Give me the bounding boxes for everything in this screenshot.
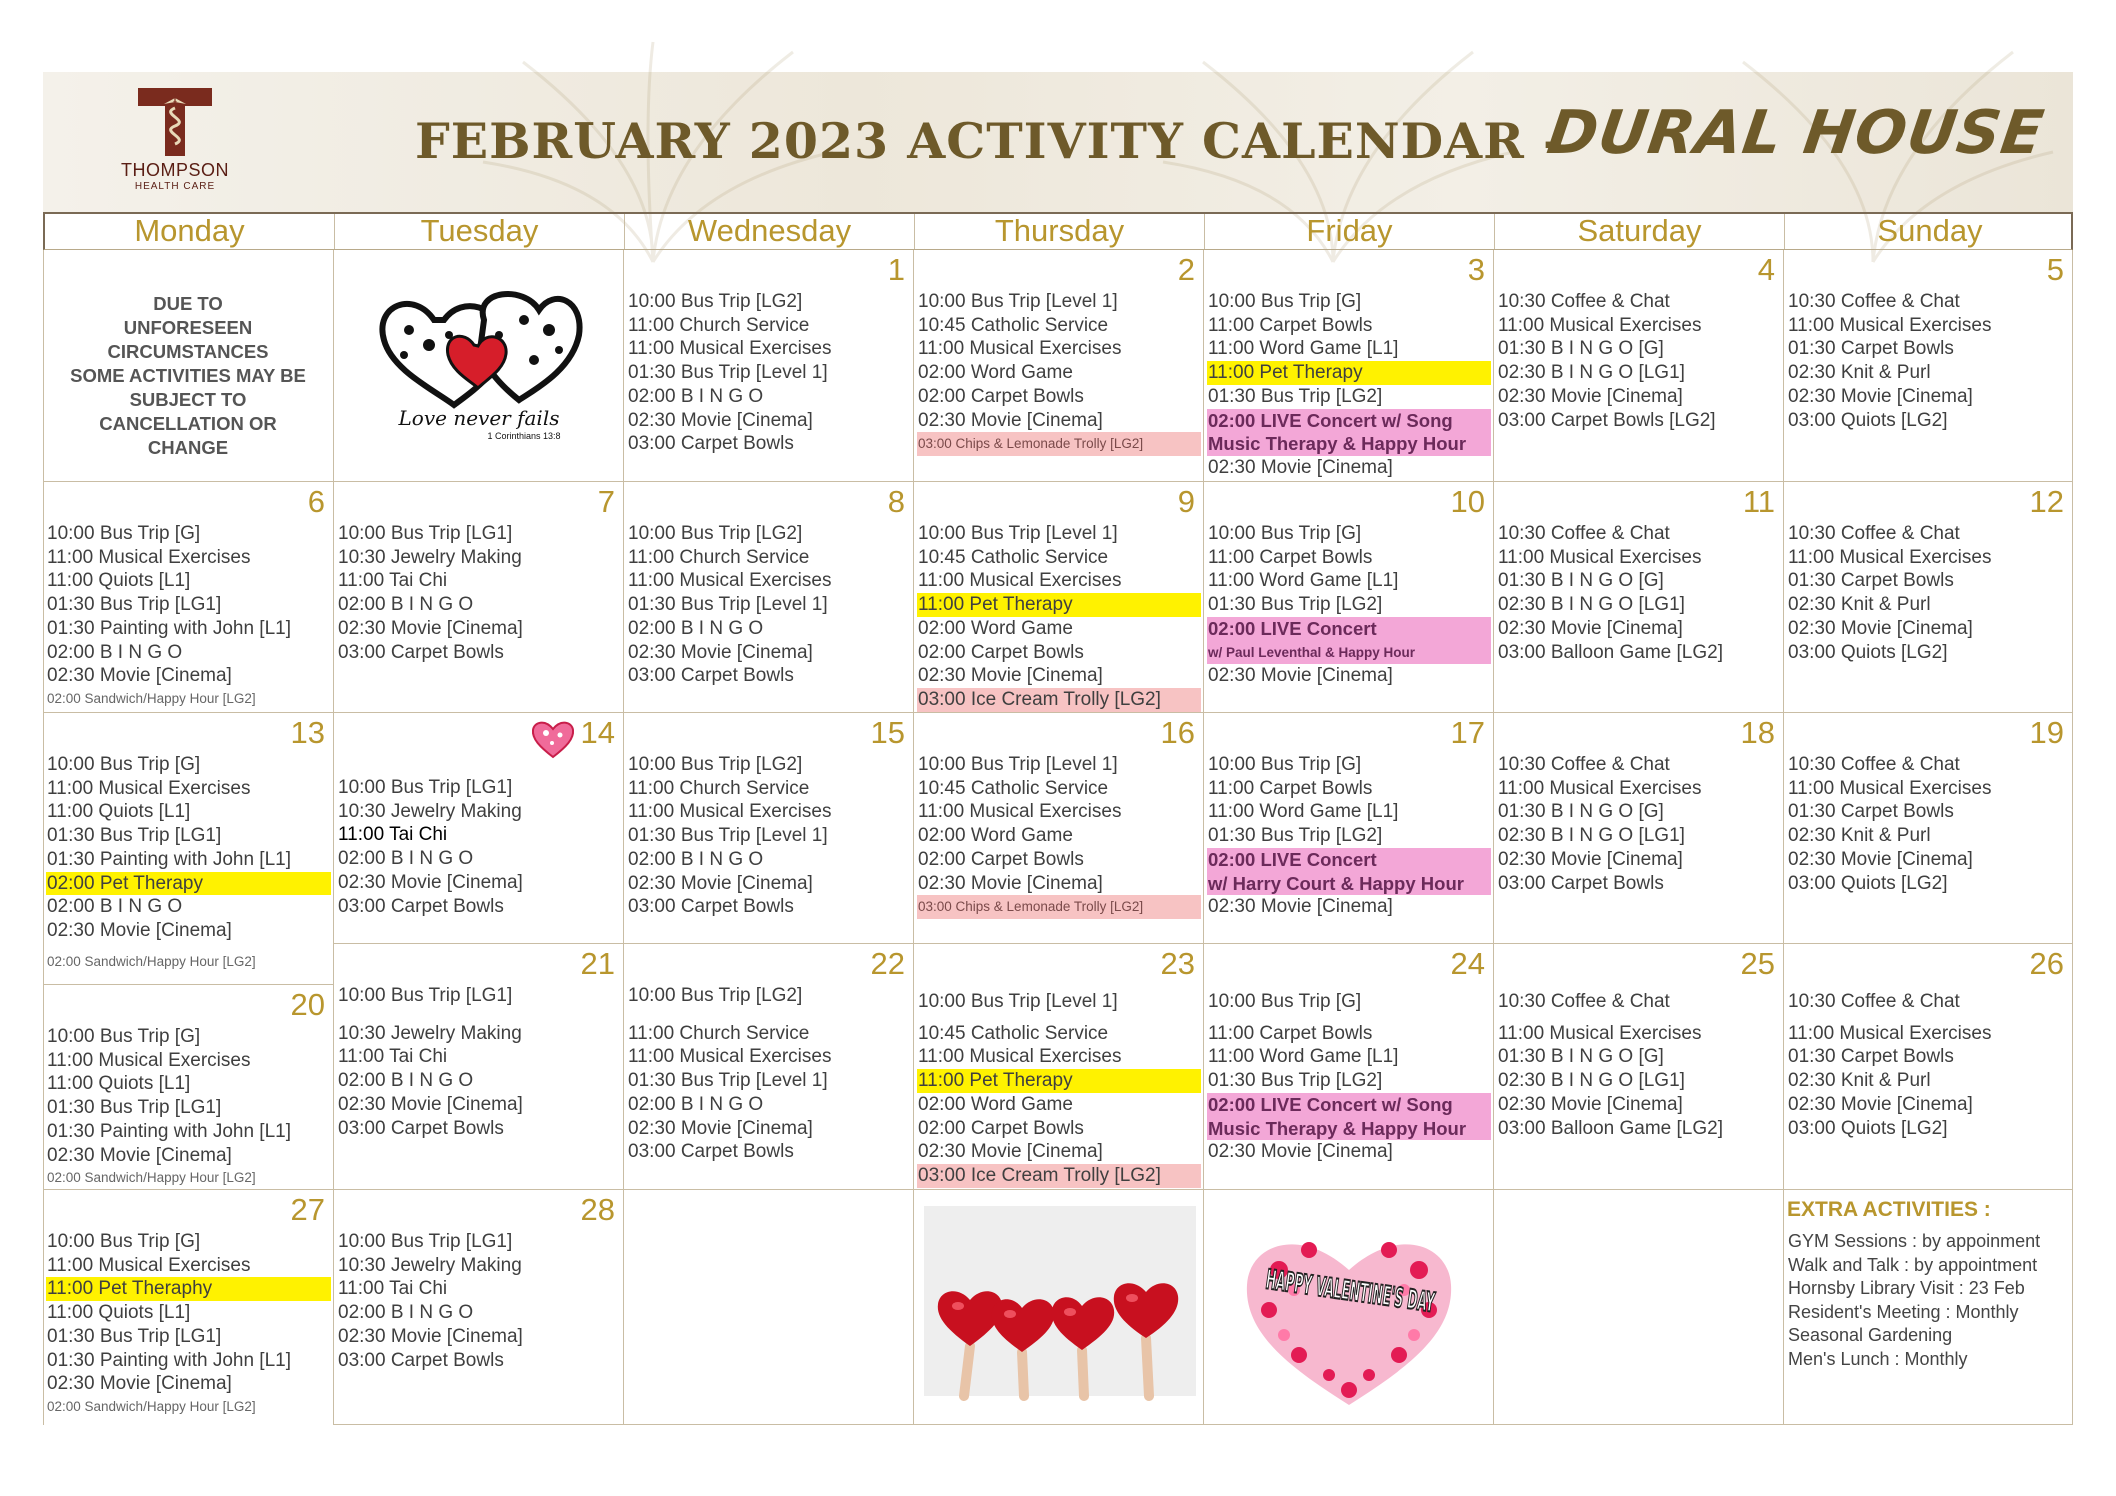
extra-activity-item: Seasonal Gardening [1788, 1325, 1953, 1345]
activity-item: 02:30 Movie [Cinema] [1788, 1093, 1973, 1115]
extra-activity-item: Hornsby Library Visit : 23 Feb [1788, 1278, 2025, 1298]
activity-item: 10:00 Bus Trip [G] [1208, 754, 1362, 775]
activity-item: 11:00 Musical Exercises [628, 801, 832, 823]
activity-item: 02:00 Sandwich/Happy Hour [LG2] [47, 953, 256, 969]
activity-item: 02:30 Movie [Cinema] [1788, 848, 1973, 870]
activity-item: 02:00 Sandwich/Happy Hour [LG2] [47, 690, 256, 706]
activity-item: 02:00 Word Game [918, 617, 1073, 639]
activity-item: 03:00 Carpet Bowls [628, 1141, 794, 1163]
page-title: FEBRUARY 2023 ACTIVITY CALENDAR - [415, 112, 1565, 170]
day-cell-17 [1204, 713, 1494, 944]
day-cell-16 [914, 713, 1204, 944]
valentines-cell [1204, 1190, 1642, 1425]
activity-item: 03:00 Carpet Bowls [1498, 872, 1664, 894]
date-number: 26 [2029, 946, 2064, 981]
activity-item: 11:00 Tai Chi [338, 1278, 448, 1300]
activity-item: 03:00 Balloon Game [LG2] [1498, 641, 1723, 663]
activity-item: 02:00 B I N G O [338, 848, 474, 870]
caduceus-logo-icon [136, 86, 214, 158]
activity-item: 02:30 Movie [Cinema] [918, 409, 1103, 431]
activity-item: 01:30 Bus Trip [LG2] [1208, 825, 1383, 847]
activity-item: 11:00 Musical Exercises [918, 1046, 1122, 1068]
activity-item: 02:30 Movie [Cinema] [338, 1325, 523, 1347]
activity-item: 01:30 B I N G O [G] [1498, 338, 1664, 360]
activity-item: 10:30 Jewelry Making [338, 546, 522, 568]
activity-item: 11:00 Musical Exercises [1788, 1022, 1992, 1044]
calendar-grid [43, 250, 2073, 1425]
activity-item: 10:30 Jewelry Making [338, 800, 522, 822]
activity-item: 11:00 Musical Exercises [628, 1046, 832, 1068]
activity-item: 10:00 Bus Trip [LG2] [628, 985, 803, 1006]
notice-cell [43, 250, 334, 482]
activity-item: 10:30 Coffee & Chat [1788, 754, 1960, 775]
activity-item: 10:30 Jewelry Making [338, 1254, 522, 1276]
day-cell-19 [1784, 713, 2073, 944]
activity-item: 02:30 Movie [Cinema] [1788, 385, 1973, 407]
valentine-heart-icon [530, 719, 576, 759]
activity-item: 03:00 Carpet Bowls [338, 1117, 504, 1139]
activity-item: 02:30 Movie [Cinema] [338, 1093, 523, 1115]
activity-item-highlighted: 03:00 Chips & Lemonade Trolly [LG2] [917, 895, 1201, 919]
activity-item: 01:30 Bus Trip [LG2] [1208, 594, 1383, 616]
activity-item: 02:00 Sandwich/Happy Hour [LG2] [47, 1398, 256, 1414]
day-cell-21 [334, 944, 624, 1190]
date-number: 18 [1740, 715, 1775, 750]
activity-item: 02:30 Movie [Cinema] [918, 872, 1103, 894]
activity-item-highlighted: 03:00 Ice Cream Trolly [LG2] [917, 688, 1201, 712]
activity-item: 11:00 Musical Exercises [628, 338, 832, 360]
activity-item: 02:30 Knit & Purl [1788, 362, 1931, 384]
activity-item: 10:00 Bus Trip [Level 1] [918, 991, 1118, 1012]
activity-item: 02:30 Movie [Cinema] [1498, 1093, 1683, 1115]
date-number: 19 [2029, 715, 2064, 750]
date-number: 7 [597, 484, 615, 519]
activity-item: 01:30 Painting with John [L1] [47, 848, 292, 870]
activity-item-highlighted: 02:00 LIVE Concert w/ Song [1207, 409, 1491, 433]
day-cell-6 [43, 482, 334, 713]
activity-item: 11:00 Musical Exercises [1788, 777, 1992, 799]
activity-item: 02:00 Word Game [918, 825, 1073, 847]
date-number: 1 [887, 252, 905, 287]
activity-item: 02:30 Movie [Cinema] [628, 641, 813, 663]
activity-item: 10:00 Bus Trip [G] [1208, 291, 1362, 312]
activity-item: 03:00 Quiots [LG2] [1788, 1117, 1948, 1139]
activity-item: 02:00 Word Game [918, 1093, 1073, 1115]
date-number: 13 [290, 715, 325, 750]
date-number: 11 [1742, 484, 1775, 519]
activity-item: 02:30 Movie [Cinema] [918, 1141, 1103, 1163]
activity-item: 02:00 Carpet Bowls [918, 385, 1084, 407]
activity-item: 10:00 Bus Trip [LG2] [628, 523, 803, 544]
activity-item: 02:00 B I N G O [338, 594, 474, 616]
activity-item: 10:00 Bus Trip [G] [47, 1231, 201, 1252]
activity-item: 02:00 B I N G O [338, 1070, 474, 1092]
weekday-tuesday: Tuesday [335, 214, 625, 249]
activity-item: 11:00 Word Game [L1] [1208, 570, 1399, 592]
activity-item: 02:00 B I N G O [47, 641, 183, 663]
bible-verse-text: 1 Corinthians 13:8 [487, 431, 561, 441]
svg-text:T: T [170, 91, 180, 105]
activity-item: 10:45 Catholic Service [918, 777, 1109, 799]
day-cell-22 [624, 944, 914, 1190]
activity-item: 11:00 Musical Exercises [918, 570, 1122, 592]
activity-item: 03:00 Carpet Bowls [338, 641, 504, 663]
activity-item: 01:30 Bus Trip [LG1] [47, 594, 222, 616]
activity-item: 02:30 Movie [Cinema] [47, 1144, 232, 1166]
date-number: 9 [1177, 484, 1195, 519]
weekday-saturday: Saturday [1495, 214, 1785, 249]
weekday-wednesday: Wednesday [625, 214, 915, 249]
activity-item: 03:00 Carpet Bowls [628, 665, 794, 687]
activity-item: 10:00 Bus Trip [LG2] [628, 291, 803, 312]
activity-item: 01:30 Bus Trip [LG2] [1208, 385, 1383, 407]
date-number: 16 [1160, 715, 1195, 750]
activity-item: 03:00 Carpet Bowls [338, 1349, 504, 1371]
day-cell-14 [334, 713, 624, 944]
date-number: 25 [1740, 946, 1775, 981]
activity-item: 03:00 Carpet Bowls [LG2] [1498, 409, 1716, 431]
activity-item: 11:00 Carpet Bowls [1208, 314, 1373, 336]
date-number: 28 [580, 1192, 615, 1227]
activity-item: 01:30 Painting with John [L1] [47, 617, 292, 639]
activity-item: 02:30 Movie [Cinema] [1498, 385, 1683, 407]
activity-item: 10:00 Bus Trip [G] [1208, 523, 1362, 544]
extra-activity-item: Men's Lunch : Monthly [1788, 1348, 1968, 1369]
activity-item: 11:00 Musical Exercises [47, 777, 251, 799]
love-never-fails-text: Love never fails [398, 406, 560, 430]
day-cell-18 [1494, 713, 1784, 944]
activity-item: 02:30 Knit & Purl [1788, 1070, 1931, 1092]
activity-item: 01:30 Painting with John [L1] [47, 1120, 292, 1142]
activity-item: 02:00 B I N G O [628, 617, 764, 639]
activity-item: 01:30 Bus Trip [Level 1] [628, 594, 828, 616]
activity-item: 03:00 Balloon Game [LG2] [1498, 1117, 1723, 1139]
activity-item: 10:00 Bus Trip [G] [47, 1026, 201, 1047]
date-number: 12 [2029, 484, 2064, 519]
day-cell-28 [334, 1190, 624, 1425]
activity-item: 02:30 B I N G O [LG1] [1498, 825, 1685, 847]
day-cell-7 [334, 482, 624, 713]
day-cell-25 [1494, 944, 1784, 1190]
activity-item: 01:30 Carpet Bowls [1788, 570, 1954, 592]
activity-item: 11:00 Word Game [L1] [1208, 1046, 1399, 1068]
activity-item: 03:00 Carpet Bowls [628, 433, 794, 455]
activity-item-highlighted: Music Therapy & Happy Hour [1207, 432, 1491, 456]
activity-item: 01:30 Bus Trip [Level 1] [628, 825, 828, 847]
calendar-sheet [43, 72, 2073, 1425]
activity-item: 11:00 Carpet Bowls [1208, 546, 1373, 568]
activity-item: 02:30 Knit & Purl [1788, 594, 1931, 616]
activity-item: 11:00 Church Service [628, 546, 810, 568]
activity-item: 01:30 Bus Trip [LG2] [1208, 1070, 1383, 1092]
activity-item: 10:00 Bus Trip [Level 1] [918, 754, 1118, 775]
activity-item-highlighted: Music Therapy & Happy Hour [1207, 1117, 1491, 1141]
activity-item: 03:00 Carpet Bowls [628, 896, 794, 918]
logo-brand-subtitle: HEALTH CARE [134, 181, 216, 192]
activity-item: 01:30 Bus Trip [LG1] [47, 1097, 222, 1119]
activity-item: 10:30 Coffee & Chat [1498, 523, 1670, 544]
activity-item: 02:30 Movie [Cinema] [1208, 1141, 1393, 1163]
cancellation-notice: DUE TO UNFORESEEN CIRCUMSTANCES SOME ACTIVITIES MAY BE SUBJECT TO CANCELLATION OR CHANGE [70, 293, 306, 458]
activity-item: 11:00 Musical Exercises [1498, 777, 1702, 799]
activity-item: 11:00 Tai Chi [338, 1046, 448, 1068]
activity-item: 02:00 B I N G O [47, 896, 183, 918]
activity-item: 01:30 Bus Trip [LG1] [47, 825, 222, 847]
activity-item: 02:30 Movie [Cinema] [47, 919, 232, 941]
date-number: 20 [290, 987, 325, 1022]
activity-item: 01:30 Carpet Bowls [1788, 801, 1954, 823]
activity-item-highlighted: 03:00 Chips & Lemonade Trolly [LG2] [917, 432, 1201, 456]
activity-item: 11:00 Musical Exercises [628, 570, 832, 592]
activity-item: 11:00 Musical Exercises [1788, 314, 1992, 336]
weekday-sunday: Sunday [1877, 213, 1983, 248]
weekday-friday: Friday [1205, 214, 1495, 249]
activity-item: 11:00 Tai Chi [338, 570, 448, 592]
activity-item: 02:30 Movie [Cinema] [338, 617, 523, 639]
activity-item: 11:00 Musical Exercises [47, 1049, 251, 1071]
heart-balloons-photo [924, 1206, 1196, 1396]
activity-item: 11:00 Musical Exercises [1788, 546, 1992, 568]
activity-item: 10:45 Catholic Service [918, 314, 1109, 336]
activity-item: 02:30 B I N G O [LG1] [1498, 1070, 1685, 1092]
activity-item: 11:00 Church Service [628, 314, 810, 336]
activity-item: 11:00 Quiots [L1] [47, 570, 191, 592]
activity-item: 10:00 Bus Trip [G] [47, 754, 201, 775]
activity-item: 11:00 Church Service [628, 1022, 810, 1044]
activity-item: 10:30 Coffee & Chat [1498, 754, 1670, 775]
day-cell-5 [1784, 250, 2073, 482]
page-subtitle: DURAL HOUSE [1543, 98, 2049, 168]
activity-item: 02:00 B I N G O [628, 848, 764, 870]
day-cell-23 [914, 944, 1204, 1190]
weekday-monday: Monday [45, 214, 335, 249]
activity-item: 02:30 Movie [Cinema] [628, 872, 813, 894]
weekday-thursday: Thursday [915, 214, 1205, 249]
activity-item: 02:30 Movie [Cinema] [1208, 456, 1393, 478]
activity-item: 11:00 Musical Exercises [47, 546, 251, 568]
date-number: 22 [870, 946, 905, 981]
date-number: 15 [870, 715, 905, 750]
activity-item: 01:30 Bus Trip [Level 1] [628, 1070, 828, 1092]
activity-item-highlighted: 11:00 Pet Theraphy [46, 1277, 331, 1301]
activity-item: 01:30 Bus Trip [Level 1] [628, 362, 828, 384]
date-number: 23 [1160, 946, 1195, 981]
activity-item: 02:00 Carpet Bowls [918, 848, 1084, 870]
empty-cell [624, 1190, 914, 1425]
day-cell-27 [43, 1190, 334, 1425]
activity-item: 11:00 Musical Exercises [918, 801, 1122, 823]
day-cell-3 [1204, 250, 1494, 482]
activity-item: 02:30 Movie [Cinema] [628, 409, 813, 431]
empty-cell [1494, 1190, 1784, 1425]
activity-item: 03:00 Quiots [LG2] [1788, 641, 1948, 663]
date-number: 21 [580, 946, 615, 981]
activity-item: 11:00 Musical Exercises [47, 1254, 251, 1276]
activity-item: 02:30 Movie [Cinema] [628, 1117, 813, 1139]
activity-item: 11:00 Musical Exercises [1498, 546, 1702, 568]
activity-item: 11:00 Quiots [L1] [47, 801, 191, 823]
love-hearts-illustration [374, 290, 584, 440]
activity-item: 02:30 B I N G O [LG1] [1498, 362, 1685, 384]
activity-item: 10:30 Coffee & Chat [1498, 291, 1670, 312]
activity-item: 11:00 Musical Exercises [1498, 1022, 1702, 1044]
activity-item: 02:00 B I N G O [338, 1302, 474, 1324]
activity-item: 02:30 Movie [Cinema] [47, 665, 232, 687]
activity-item: 10:00 Bus Trip [Level 1] [918, 523, 1118, 544]
day-cell-10 [1204, 482, 1494, 713]
activity-item: 02:30 Movie [Cinema] [338, 871, 523, 893]
happy-valentines-day-illustration [1239, 1220, 1642, 1410]
activity-item: 02:00 Carpet Bowls [918, 641, 1084, 663]
thompson-logo [105, 86, 245, 204]
weekday-header-row [43, 212, 2073, 250]
activity-item: 10:45 Catholic Service [918, 1022, 1109, 1044]
activity-item: 01:30 Bus Trip [LG1] [47, 1325, 222, 1347]
activity-item: 10:30 Coffee & Chat [1788, 291, 1960, 312]
activity-item: 11:00 Word Game [L1] [1208, 338, 1399, 360]
activity-item-highlighted: 02:00 LIVE Concert [1207, 848, 1491, 872]
activity-item: 11:00 Tai Chi [338, 824, 448, 846]
activity-item: 11:00 Word Game [L1] [1208, 801, 1399, 823]
activity-item-highlighted: 02:00 LIVE Concert [1207, 617, 1491, 641]
activity-item: 10:00 Bus Trip [G] [1208, 991, 1362, 1012]
activity-item-highlighted: 03:00 Ice Cream Trolly [LG2] [917, 1164, 1201, 1188]
calendar-header [43, 72, 2073, 212]
date-number: 24 [1450, 946, 1485, 981]
activity-item: 01:30 B I N G O [G] [1498, 570, 1664, 592]
date-number: 17 [1450, 715, 1485, 750]
activity-item: 11:00 Musical Exercises [918, 338, 1122, 360]
day-cell-8 [624, 482, 914, 713]
activity-item: 10:00 Bus Trip [G] [47, 523, 201, 544]
activity-item: 02:00 Sandwich/Happy Hour [LG2] [47, 1170, 256, 1186]
activity-item-highlighted: 11:00 Pet Therapy [917, 593, 1201, 617]
date-number: 2 [1177, 252, 1195, 287]
date-number: 5 [2046, 252, 2064, 287]
activity-item-highlighted: w/ Paul Leventhal & Happy Hour [1207, 641, 1491, 665]
activity-item: 11:00 Musical Exercises [1498, 314, 1702, 336]
activity-item-highlighted: 11:00 Pet Therapy [917, 1069, 1201, 1093]
day-cell-20 [43, 985, 334, 1190]
activity-item: 02:30 Movie [Cinema] [918, 665, 1103, 687]
activity-item: 03:00 Carpet Bowls [338, 895, 504, 917]
activity-item: 01:30 B I N G O [G] [1498, 1046, 1664, 1068]
day-cell-15 [624, 713, 914, 944]
extra-activity-item: Walk and Talk : by appointment [1788, 1254, 2038, 1275]
date-number: 14 [580, 715, 615, 750]
activity-item: 01:30 Carpet Bowls [1788, 1046, 1954, 1068]
activity-item: 10:30 Jewelry Making [338, 1022, 522, 1044]
activity-item: 10:30 Coffee & Chat [1788, 523, 1960, 544]
activity-item: 01:30 Painting with John [L1] [47, 1349, 292, 1371]
date-number: 10 [1450, 484, 1485, 519]
activity-item: 02:00 Carpet Bowls [918, 1117, 1084, 1139]
day-cell-9 [914, 482, 1204, 713]
day-cell-24 [1204, 944, 1494, 1190]
date-number: 4 [1757, 252, 1775, 287]
activity-item: 10:00 Bus Trip [LG2] [628, 754, 803, 775]
activity-item-highlighted: 02:00 Pet Therapy [46, 872, 331, 896]
day-cell-13 [43, 713, 334, 985]
activity-item: 10:00 Bus Trip [LG1] [338, 777, 513, 798]
date-number: 3 [1467, 252, 1485, 287]
activity-item: 02:30 Knit & Purl [1788, 825, 1931, 847]
heart-balloons-cell [914, 1190, 1204, 1425]
activity-item: 02:00 B I N G O [628, 1093, 764, 1115]
activity-item-highlighted: 11:00 Pet Therapy [1207, 361, 1491, 385]
love-never-fails-cell [334, 250, 624, 482]
activity-item: 01:30 Carpet Bowls [1788, 338, 1954, 360]
extra-activities-title: EXTRA ACTIVITIES : [1787, 1198, 1991, 1221]
activity-item: 02:00 Word Game [918, 362, 1073, 384]
date-number: 6 [307, 484, 325, 519]
activity-item: 02:30 Movie [Cinema] [1788, 617, 1973, 639]
day-cell-4 [1494, 250, 1784, 482]
activity-item: 02:30 B I N G O [LG1] [1498, 594, 1685, 616]
activity-item: 10:30 Coffee & Chat [1788, 991, 1960, 1012]
day-cell-1 [624, 250, 914, 482]
activity-item: 11:00 Quiots [L1] [47, 1073, 191, 1095]
activity-item-highlighted: w/ Harry Court & Happy Hour [1207, 872, 1491, 896]
extra-activity-item: Resident's Meeting : Monthly [1788, 1301, 2019, 1322]
activity-item: 02:30 Movie [Cinema] [1208, 665, 1393, 687]
activity-item: 02:30 Movie [Cinema] [1498, 848, 1683, 870]
activity-item-highlighted: 02:00 LIVE Concert w/ Song [1207, 1093, 1491, 1117]
activity-item: 02:30 Movie [Cinema] [1498, 617, 1683, 639]
activity-item: 10:00 Bus Trip [LG1] [338, 1231, 513, 1252]
day-cell-2 [914, 250, 1204, 482]
activity-item: 10:45 Catholic Service [918, 546, 1109, 568]
activity-item: 01:30 B I N G O [G] [1498, 801, 1664, 823]
activity-item: 10:00 Bus Trip [Level 1] [918, 291, 1118, 312]
activity-item: 11:00 Quiots [L1] [47, 1302, 191, 1324]
date-number: 27 [290, 1192, 325, 1227]
activity-item: 02:00 B I N G O [628, 385, 764, 407]
extra-activity-item: GYM Sessions : by appoinment [1788, 1231, 2041, 1251]
activity-item: 03:00 Quiots [LG2] [1788, 872, 1948, 894]
activity-item: 02:30 Movie [Cinema] [1208, 896, 1393, 918]
activity-item: 02:30 Movie [Cinema] [47, 1373, 232, 1395]
activity-item: 11:00 Church Service [628, 777, 810, 799]
date-number: 8 [887, 484, 905, 519]
activity-item: 10:00 Bus Trip [LG1] [338, 985, 513, 1006]
logo-brand-name: THOMPSON [120, 160, 229, 180]
extra-activities-cell [1784, 1190, 2073, 1425]
day-cell-26 [1784, 944, 2073, 1190]
day-cell-12 [1784, 482, 2073, 713]
activity-item: 11:00 Carpet Bowls [1208, 1022, 1373, 1044]
activity-item: 10:30 Coffee & Chat [1498, 991, 1670, 1012]
activity-item: 10:00 Bus Trip [LG1] [338, 523, 513, 544]
activity-item: 11:00 Carpet Bowls [1208, 777, 1373, 799]
activity-item: 03:00 Quiots [LG2] [1788, 409, 1948, 431]
happy-valentines-day-text: HAPPY VALENTINE'S DAY [1263, 1264, 1642, 1348]
day-cell-11 [1494, 482, 1784, 713]
